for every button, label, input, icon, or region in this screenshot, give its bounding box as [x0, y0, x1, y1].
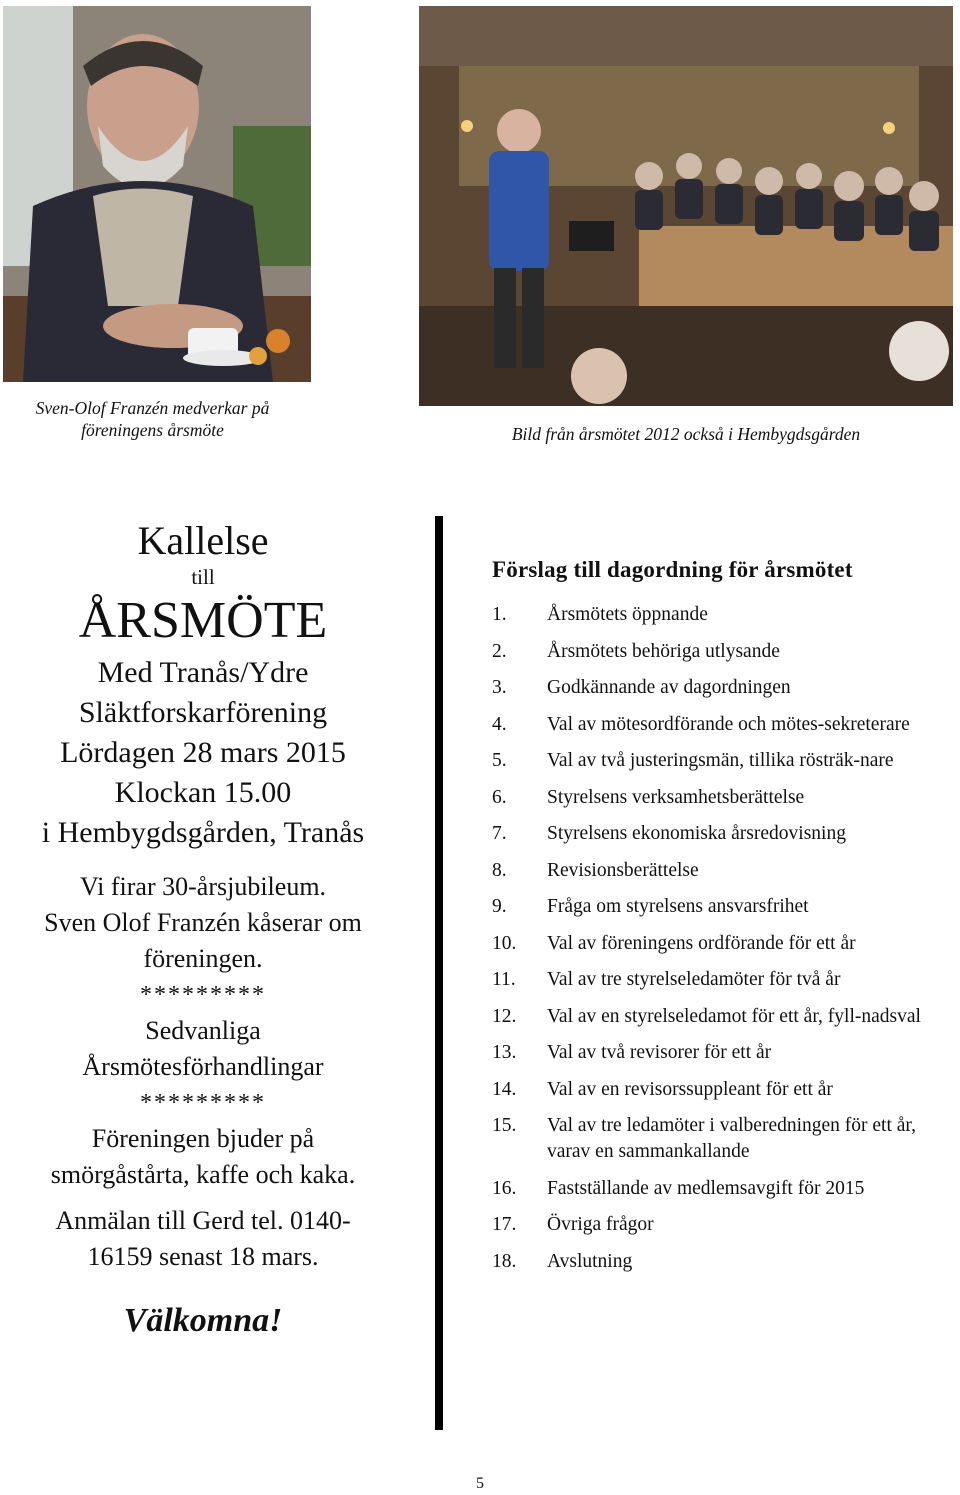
photo-illustration	[3, 6, 311, 382]
agenda-item	[492, 1212, 952, 1238]
agenda-item	[492, 1176, 952, 1202]
invitation-society-line1: Med Tranås/Ydre	[97, 656, 309, 689]
agenda-item-text: Revisionsberättelse	[547, 859, 699, 881]
agenda-item-number: 16.	[492, 1177, 517, 1199]
agenda-item-text: Avslutning	[547, 1250, 633, 1272]
agenda-item-text: Styrelsens ekonomiska årsredovisning	[547, 823, 846, 844]
agenda-item-number: 2.	[492, 640, 507, 662]
agenda-item-text: Fastställande av medlemsavgift för 2015	[547, 1177, 865, 1199]
agenda-item-number: 13.	[492, 1042, 517, 1063]
agenda-item-text: Årsmötets öppnande	[547, 604, 708, 625]
agenda-item-text: Övriga frågor	[547, 1214, 654, 1235]
invitation-proceedings-line1: Sedvanliga	[145, 1016, 261, 1045]
agenda-item-text: Val av föreningens ordförande för ett år	[547, 932, 856, 954]
agenda-item	[492, 712, 952, 738]
agenda-item-number: 11.	[492, 969, 516, 990]
agenda-item	[492, 602, 952, 628]
invitation-block	[0, 515, 406, 1343]
agenda-item-number: 10.	[492, 932, 517, 954]
agenda-item-number: 5.	[492, 750, 507, 771]
invitation-location: i Hembygdsgården, Tranås	[41, 816, 365, 849]
agenda-item	[492, 639, 952, 665]
agenda-item	[492, 748, 952, 774]
photo-sven-olof-franzen	[3, 6, 311, 382]
invitation-jubilee: Vi firar 30-årsjubileum.	[79, 872, 327, 901]
stars-separator: *********	[140, 982, 266, 1008]
invitation-registration-line1: Anmälan till Gerd tel. 0140-	[55, 1206, 351, 1235]
agenda-item-text: Godkännande av dagordningen	[547, 677, 791, 698]
agenda-item-number: 9.	[492, 896, 507, 917]
stars-separator: *********	[140, 1090, 266, 1116]
agenda-item-number: 12.	[492, 1005, 517, 1027]
invitation-refreshments-line1: Föreningen bjuder på	[91, 1124, 315, 1153]
agenda-item-number: 15.	[492, 1115, 517, 1136]
invitation-arsmote: ÅRSMÖTE	[78, 592, 328, 649]
agenda-item-number: 3.	[492, 677, 507, 698]
page-number: 5	[476, 1475, 484, 1492]
agenda-item-number: 18.	[492, 1250, 517, 1272]
agenda-item-text: Val av tre styrelseledamöter för två år	[547, 969, 841, 990]
agenda-item	[492, 1004, 952, 1030]
agenda-item	[492, 785, 952, 811]
invitation-refreshments-line2: smörgåstårta, kaffe och kaka.	[50, 1160, 356, 1189]
agenda-item	[492, 931, 952, 957]
invitation-welcome: Välkomna!	[123, 1302, 283, 1339]
agenda-item	[492, 1249, 952, 1275]
agenda-item-text: Val av två justeringsmän, tillika rösträk-nare	[547, 750, 894, 771]
agenda-item	[492, 1077, 952, 1103]
invitation-time: Klockan 15.00	[114, 776, 292, 809]
agenda-item	[492, 858, 952, 884]
invitation-date: Lördagen 28 mars 2015	[60, 736, 346, 769]
invitation-society-line2: Släktforskarförening	[78, 696, 328, 729]
agenda-item	[492, 894, 952, 920]
agenda-item-number: 17.	[492, 1214, 517, 1235]
agenda-list	[492, 602, 952, 1275]
invitation-title: Kallelse	[137, 518, 269, 563]
agenda-item	[492, 967, 952, 993]
agenda-item-text: Fråga om styrelsens ansvarsfrihet	[547, 896, 809, 917]
agenda-item-text: Val av två revisorer för ett år	[547, 1042, 772, 1063]
agenda-item-text: Val av tre ledamöter i valberedningen för ett år, varav en sammankallande	[547, 1115, 917, 1162]
invitation-registration-line2: 16159 senast 18 mars.	[87, 1242, 319, 1271]
agenda-item-number: 8.	[492, 859, 507, 881]
vertical-divider	[435, 516, 443, 1430]
invitation-till: till	[191, 565, 215, 589]
agenda-section	[492, 554, 952, 1285]
invitation-talk-line2: föreningen.	[143, 944, 263, 973]
caption-right-photo: Bild från årsmötet 2012 också i Hembygdsgården	[511, 424, 861, 444]
agenda-item-text: Årsmötets behöriga utlysande	[547, 640, 780, 662]
agenda-item	[492, 675, 952, 701]
agenda-item-text: Val av mötesordförande och mötes-sekreterare	[547, 713, 910, 735]
agenda-item-number: 4.	[492, 713, 507, 735]
agenda-item-text: Styrelsens verksamhetsberättelse	[547, 786, 805, 808]
invitation-proceedings-line2: Årsmötesförhandlingar	[82, 1052, 324, 1081]
agenda-item	[492, 821, 952, 847]
photo-annual-meeting-2012	[419, 6, 953, 406]
agenda-item	[492, 1040, 952, 1066]
agenda-item-text: Val av en revisorssuppleant för ett år	[547, 1078, 833, 1100]
agenda-item-number: 6.	[492, 786, 507, 808]
agenda-title: Förslag till dagordning för årsmötet	[492, 557, 853, 582]
photo-illustration	[419, 6, 953, 406]
agenda-item-number: 14.	[492, 1078, 517, 1100]
invitation-talk-line1: Sven Olof Franzén kåserar om	[44, 908, 362, 937]
agenda-item-number: 1.	[492, 604, 507, 625]
agenda-item-number: 7.	[492, 823, 507, 844]
agenda-item-text: Val av en styrelseledamot för ett år, fyll-nadsval	[547, 1005, 921, 1027]
caption-left-photo: Sven-Olof Franzén medverkar på föreningens årsmöte	[35, 398, 270, 440]
agenda-item	[492, 1113, 952, 1165]
